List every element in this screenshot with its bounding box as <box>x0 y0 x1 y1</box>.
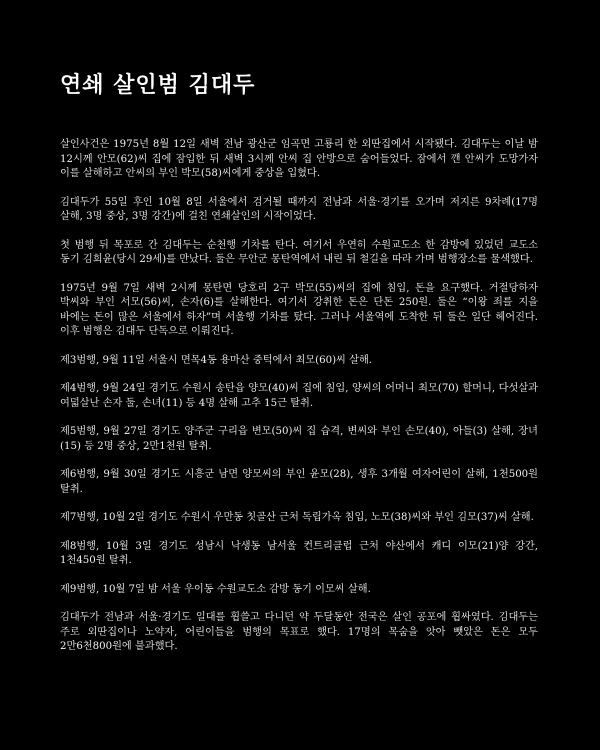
paragraph-crime-3: 제3범행, 9월 11일 서울시 면목4동 용마산 중턱에서 최모(60)씨 살해. <box>60 354 373 366</box>
paragraph-first-crime: 첫 범행 뒤 목포로 간 김대두는 순천행 기차를 탄다. 여기서 우연히 수원교도소 한 감방에 있었던 교도소 동기 김희윤(당시 29세)를 만났다. 둘은 무안군 몽탄역에서 내린 뒤 철길을 따라 가며 범행장소를 물색했다. <box>60 239 538 265</box>
paragraph-crime-9: 제9범행, 10월 7일 밤 서울 우이동 수원교도소 감방 동기 이모씨 살해. <box>60 583 371 595</box>
document <box>60 70 538 669</box>
paragraph-crime-4: 제4범행, 9월 24일 경기도 수원시 송탄읍 양모(40)씨 집에 침입, 양씨의 어머니 최모(70) 할머니, 다섯살과 여덟살난 손자 둘, 손녀(11) 등 4명 살해 고추 15근 탈취. <box>60 383 538 409</box>
document-title: 연쇄 살인범 김대두 <box>60 72 256 98</box>
paragraph-intro: 살인사건은 1975년 8월 12일 새벽 전남 광산군 임곡면 고룡리 한 외딴집에서 시작됐다. 김대두는 이날 밤 12시께 안모(62)씨 집에 잠입한 뒤 새벽 3시께 안씨 집 안방으로 숨어들었다. 잠에서 깬 안씨가 도망가자 이를 살해하고 안씨의 부인 박모(58)씨에게 중상을 입혔다. <box>60 139 538 179</box>
paragraph-crime-5: 제5범행, 9월 27일 경기도 양주군 구리읍 변모(50)씨 집 습격, 변씨와 부인 손모(40), 아들(3) 살해, 장녀(15) 등 2명 중상, 2만1천원 탈취. <box>60 426 538 452</box>
paragraph-crime-8: 제8범행, 10월 3일 경기도 성남시 낙생동 남서울 컨트리클럽 근처 야산에서 캐디 이모(21)양 강간, 1천450원 탈취. <box>60 540 538 566</box>
paragraph-summary: 김대두가 55일 후인 10월 8일 서울에서 검거될 때까지 전남과 서울·경기를 오가며 저지른 9차례(17명 살해, 3명 중상, 3명 강간)에 걸친 연쇄살인의 시작이었다. <box>60 196 538 222</box>
paragraph-second-crime: 1975년 9월 7일 새벽 2시께 몽탄면 당호리 2구 박모(55)씨의 집에 침입, 돈을 요구했다. 거절당하자 박씨와 부인 서모(56)씨, 손자(6)를 살해한다. 여기서 강취한 돈은 단돈 250원. 둘은 “이왕 죄를 지을 바에는 돈이 많은 서울에서 하자”며 서울행 기차를 탔다. 그러나 서울역에 도착한 뒤 둘은 일단 헤어진다. 이후 범행은 김대두 단독으로 이뤄진다. <box>60 282 538 337</box>
paragraph-crime-7: 제7범행, 10월 2일 경기도 수원시 우만동 칫골산 근처 독립가옥 침입, 노모(38)씨와 부인 김모(37)씨 살해. <box>60 512 534 523</box>
paragraph-crime-6: 제6범행, 9월 30일 경기도 시흥군 남면 양모씨의 부인 윤모(28), 생후 3개월 여자어린이 살해, 1천500원 탈취. <box>60 469 538 495</box>
paragraph-conclusion: 김대두가 전남과 서울·경기도 일대를 휩쓸고 다니던 약 두달동안 전국은 살인 공포에 휩싸였다. 김대두는 주로 외딴집이나 노약자, 어린이들을 범행의 목표로 했다. 17명의 목숨을 앗아 뺏았은 돈은 모두 2만6천800원에 불과했다. <box>60 612 538 652</box>
